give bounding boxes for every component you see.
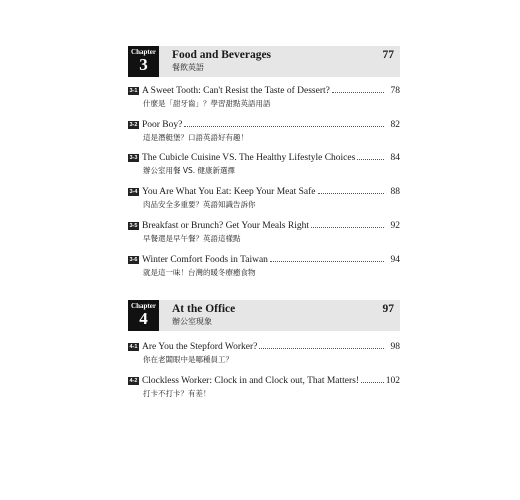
- toc-entry[interactable]: [128, 220, 400, 250]
- toc-entry[interactable]: [128, 85, 400, 115]
- entry-page-number: 92: [390, 221, 400, 231]
- entry-title: Winter Comfort Foods in Taiwan: [141, 255, 268, 265]
- toc-entry[interactable]: [128, 186, 400, 216]
- chapter-page-number: 77: [382, 49, 394, 61]
- dot-leader: [259, 348, 384, 349]
- chapter-word: Chapter: [131, 302, 156, 310]
- chapter-number: 4: [139, 309, 148, 328]
- entry-title: Are You the Stepford Worker?: [141, 342, 258, 352]
- entry-title: Clockless Worker: Clock in and Clock out, That Matters!: [141, 376, 360, 386]
- entry-subtitle: 什麼是「甜牙齒」？學習甜點英語用語: [143, 99, 271, 108]
- section-tag: 3-2: [129, 122, 138, 128]
- entry-page-number: 78: [390, 86, 400, 96]
- entry-page-number: 84: [390, 153, 400, 163]
- section-tag: 3-5: [129, 223, 138, 229]
- dot-leader: [270, 261, 384, 262]
- dot-leader: [311, 227, 384, 228]
- dot-leader: [332, 92, 384, 93]
- entry-subtitle: 肉品安全多重要？英語知識告訴你: [143, 200, 256, 209]
- entry-subtitle: 辦公室用餐 VS. 健康新選擇: [143, 166, 236, 175]
- chapter-subtitle: 辦公室現象: [172, 317, 212, 326]
- chapter-subtitle: 餐飲英語: [172, 63, 204, 72]
- toc-entry[interactable]: [128, 152, 400, 182]
- chapter-word: Chapter: [131, 48, 156, 56]
- section-tag: 3-6: [129, 257, 138, 263]
- chapter-page-number: 97: [382, 303, 394, 315]
- dot-leader: [357, 159, 384, 160]
- section-tag: 3-1: [129, 88, 138, 94]
- entry-title: Breakfast or Brunch? Get Your Meals Right: [141, 221, 309, 231]
- chapter-4-header: [128, 300, 400, 331]
- entry-subtitle: 打卡不打卡？有差！: [143, 389, 211, 398]
- toc-entry[interactable]: [128, 375, 400, 405]
- section-tag: 3-4: [129, 189, 138, 195]
- chapter-number: 3: [139, 55, 148, 74]
- entry-subtitle: 就是這一味！台灣的暖冬療癒食物: [143, 268, 256, 277]
- entry-page-number: 82: [390, 120, 400, 130]
- section-tag: 4-1: [129, 344, 138, 350]
- dot-leader: [318, 193, 385, 194]
- entry-page-number: 94: [390, 255, 400, 265]
- toc-entry[interactable]: [128, 119, 400, 149]
- chapter-badge: [128, 46, 159, 77]
- entry-page-number: 98: [390, 342, 400, 352]
- chapter-title: Food and Beverages: [172, 49, 272, 61]
- chapter-title: At the Office: [172, 303, 236, 315]
- entry-title: You Are What You Eat: Keep Your Meat Safe: [141, 187, 316, 197]
- chapter-badge: [128, 300, 159, 331]
- entry-subtitle: 你在老闆眼中是哪種員工？: [143, 355, 233, 364]
- toc-entry[interactable]: [128, 254, 400, 284]
- dot-leader: [184, 126, 384, 127]
- dot-leader: [361, 382, 384, 383]
- section-tag: 3-3: [129, 155, 138, 161]
- entry-title: Poor Boy?: [141, 120, 183, 130]
- section-tag: 4-2: [129, 378, 138, 384]
- chapter-3-header: [128, 46, 400, 77]
- entry-subtitle: 早餐還是早午餐？英語這樣點: [143, 234, 241, 243]
- entry-page-number: 102: [385, 376, 400, 386]
- entry-title: A Sweet Tooth: Can't Resist the Taste of Dessert?: [141, 86, 330, 96]
- entry-subtitle: 這是潛艇堡？口語英語好有趣！: [143, 133, 248, 142]
- entry-title: The Cubicle Cuisine VS. The Healthy Lifestyle Choices: [141, 153, 356, 163]
- toc-entry[interactable]: [128, 341, 400, 371]
- entry-page-number: 88: [390, 187, 400, 197]
